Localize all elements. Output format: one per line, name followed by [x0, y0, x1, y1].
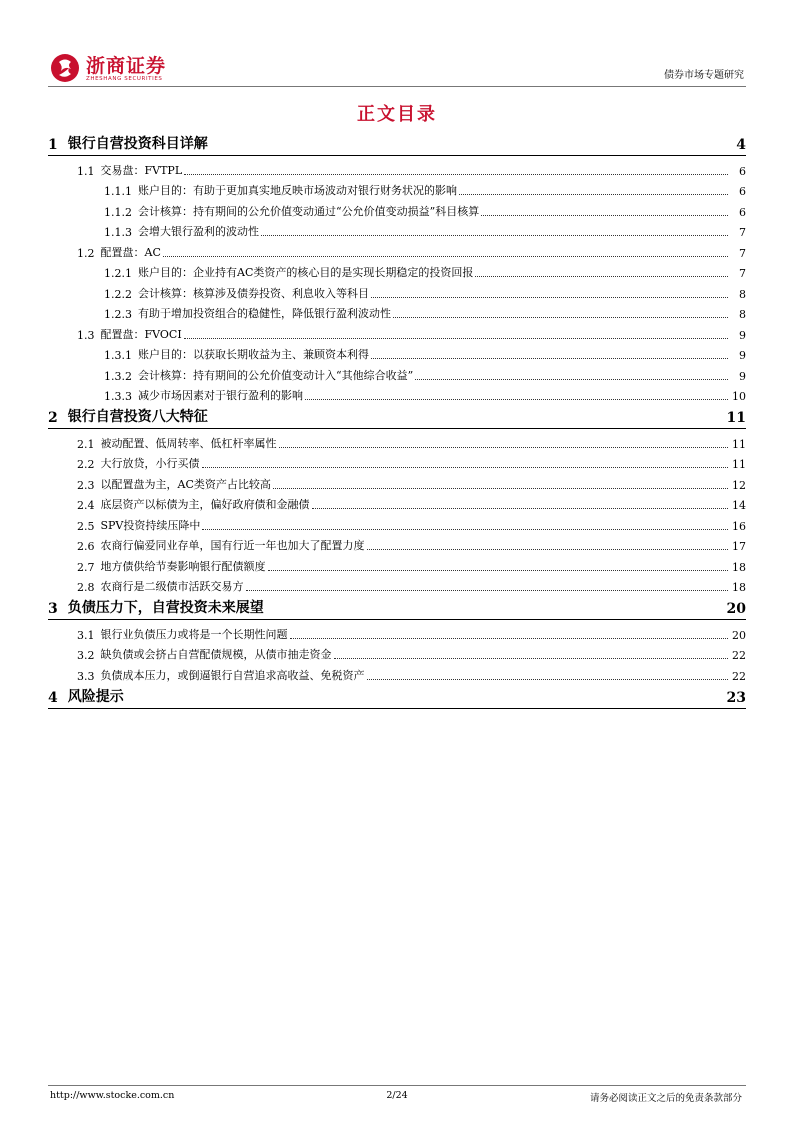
- toc-entry-number: 2.2: [77, 458, 95, 471]
- logo-chinese-name: 浙商证券: [86, 55, 167, 77]
- report-type-label: 债券市场专题研究: [664, 70, 744, 81]
- toc-dot-leader: [184, 338, 728, 339]
- toc-dot-leader: [273, 488, 728, 489]
- table-of-contents: [48, 130, 746, 710]
- toc-entry-level1[interactable]: [48, 683, 746, 709]
- header-divider: [48, 86, 746, 87]
- toc-dot-leader: [367, 549, 729, 550]
- toc-entry-page: 22: [732, 649, 746, 662]
- toc-entry-title[interactable]: 以配置盘为主，AC类资产占比较高: [100, 477, 271, 491]
- page-footer: [48, 1090, 746, 1104]
- toc-entry-page: 10: [732, 390, 746, 403]
- toc-entry-page: 11: [726, 410, 746, 426]
- toc-entry-number: 3.3: [77, 669, 95, 683]
- toc-entry-title[interactable]: 负债成本压力，或倒逼银行自营追求高收益、免税资产: [100, 668, 365, 682]
- toc-entry-number: 2.6: [77, 540, 95, 553]
- toc-entry-title[interactable]: 配置盘：AC: [100, 245, 161, 259]
- toc-entry-level2[interactable]: [48, 157, 746, 178]
- toc-entry-level2[interactable]: [48, 321, 746, 342]
- toc-entry-title[interactable]: 账户目的：以获取长期收益为主、兼顾资本利得: [138, 348, 369, 361]
- toc-entry-page: 7: [739, 226, 746, 239]
- toc-dot-leader: [202, 467, 729, 468]
- toc-entry-title[interactable]: 会增大银行盈利的波动性: [138, 225, 259, 238]
- toc-entry-number: 1.1.2: [104, 205, 132, 219]
- toc-entry-title[interactable]: 会计核算：持有期间的公允价值变动通过“公允价值变动损益”科目核算: [138, 204, 480, 218]
- toc-entry-page: 16: [732, 519, 746, 533]
- toc-entry-level3[interactable]: [48, 301, 746, 322]
- toc-entry-page: 11: [732, 437, 746, 451]
- page-number: 2/24: [386, 1090, 408, 1101]
- footer-divider: [48, 1085, 746, 1086]
- toc-entry-page: 20: [732, 628, 746, 642]
- toc-entry-title[interactable]: 会计核算：核算涉及债券投资、利息收入等科目: [138, 286, 369, 300]
- toc-entry-number: 1.2.2: [104, 287, 132, 301]
- toc-entry-level2[interactable]: [48, 512, 746, 533]
- toc-entry-level2[interactable]: [48, 662, 746, 683]
- toc-entry-title[interactable]: 地方债供给节奏影响银行配债额度: [100, 559, 266, 573]
- toc-entry-level3[interactable]: [48, 342, 746, 363]
- toc-entry-number: 1.1.1: [104, 185, 132, 198]
- toc-entry-number: 3: [48, 601, 58, 617]
- toc-dot-leader: [312, 508, 729, 509]
- toc-entry-level3[interactable]: [48, 280, 746, 301]
- toc-entry-level3[interactable]: [48, 383, 746, 404]
- toc-entry-title[interactable]: 银行自营投资科目详解: [67, 136, 208, 152]
- toc-entry-number: 2: [48, 410, 58, 426]
- toc-dot-leader: [268, 570, 729, 571]
- toc-dot-leader: [246, 590, 729, 591]
- toc-dot-leader: [475, 276, 728, 277]
- toc-entry-level2[interactable]: [48, 451, 746, 472]
- toc-entry-number: 3.1: [77, 628, 95, 642]
- toc-entry-level2[interactable]: [48, 533, 746, 554]
- toc-entry-title[interactable]: 有助于增加投资组合的稳健性，降低银行盈利波动性: [138, 307, 391, 320]
- toc-entry-level2[interactable]: [48, 239, 746, 260]
- toc-entry-title[interactable]: 减少市场因素对于银行盈利的影响: [138, 389, 303, 402]
- toc-entry-title[interactable]: 账户目的：企业持有AC类资产的核心目的是实现长期稳定的投资回报: [138, 266, 474, 279]
- toc-entry-title[interactable]: 风险提示: [67, 688, 124, 705]
- toc-dot-leader: [163, 256, 728, 257]
- toc-dot-leader: [415, 379, 728, 380]
- toc-entry-level2[interactable]: [48, 574, 746, 595]
- toc-entry-number: 2.7: [77, 560, 95, 574]
- website-link[interactable]: http://www.stocke.com.cn: [50, 1090, 175, 1101]
- toc-entry-title[interactable]: 缺负债或会挤占自营配债规模，从债市抽走资金: [100, 648, 332, 661]
- toc-entry-number: 1.2: [77, 246, 95, 260]
- toc-entry-number: 2.5: [77, 519, 95, 533]
- toc-entry-title[interactable]: 银行业负债压力或将是一个长期性问题: [100, 627, 288, 641]
- toc-entry-level3[interactable]: [48, 178, 746, 199]
- toc-dot-leader: [481, 215, 728, 216]
- toc-entry-level3[interactable]: [48, 198, 746, 219]
- toc-dot-leader: [261, 235, 728, 236]
- page-header: [48, 48, 746, 86]
- toc-entry-page: 17: [732, 540, 746, 553]
- toc-dot-leader: [459, 194, 728, 195]
- toc-entry-number: 1.2.3: [104, 308, 132, 321]
- toc-entry-level1[interactable]: [48, 594, 746, 620]
- toc-entry-level3[interactable]: [48, 260, 746, 281]
- logo-english-name: ZHESHANG SECURITIES: [86, 76, 163, 82]
- toc-entry-title[interactable]: 负债压力下，自营投资未来展望: [67, 600, 264, 616]
- toc-entry-page: 6: [739, 185, 746, 198]
- toc-entry-page: 23: [726, 689, 746, 706]
- toc-entry-number: 1.3.1: [104, 349, 132, 362]
- toc-entry-page: 20: [726, 601, 746, 617]
- toc-entry-level1[interactable]: [48, 403, 746, 429]
- toc-entry-level2[interactable]: [48, 492, 746, 513]
- toc-entry-number: 3.2: [77, 649, 95, 662]
- toc-entry-number: 1: [48, 137, 58, 153]
- toc-entry-title[interactable]: 被动配置、低周转率、低杠杆率属性: [100, 436, 277, 450]
- toc-entry-title[interactable]: 交易盘：FVTPL: [100, 163, 183, 177]
- company-logo: [48, 48, 188, 86]
- toc-dot-leader: [371, 297, 728, 298]
- toc-entry-number: 1.2.1: [104, 267, 132, 280]
- toc-entry-level2[interactable]: [48, 642, 746, 663]
- toc-entry-number: 1.1: [77, 164, 95, 178]
- toc-entry-page: 8: [739, 287, 746, 301]
- toc-entry-title[interactable]: 账户目的：有助于更加真实地反映市场波动对银行财务状况的影响: [138, 184, 457, 197]
- toc-entry-title[interactable]: 农商行偏爱同业存单，国有行近一年也加大了配置力度: [100, 539, 365, 552]
- toc-entry-page: 14: [732, 499, 746, 512]
- toc-entry-level3[interactable]: [48, 219, 746, 240]
- toc-dot-leader: [367, 679, 729, 680]
- toc-entry-level3[interactable]: [48, 362, 746, 383]
- toc-entry-page: 12: [732, 478, 746, 492]
- toc-entry-title[interactable]: 会计核算：持有期间的公允价值变动计入“其他综合收益”: [138, 368, 414, 382]
- toc-entry-number: 2.1: [77, 437, 95, 451]
- toc-entry-title[interactable]: 银行自营投资八大特征: [67, 409, 208, 425]
- toc-entry-page: 8: [739, 308, 746, 321]
- toc-entry-level2[interactable]: [48, 471, 746, 492]
- toc-entry-number: 1.3.3: [104, 390, 132, 403]
- toc-dot-leader: [184, 174, 728, 175]
- disclaimer-note: 请务必阅读正文之后的免责条款部分: [589, 1093, 742, 1104]
- toc-entry-level2[interactable]: [48, 621, 746, 642]
- toc-entry-title[interactable]: 大行放贷，小行买债: [100, 457, 200, 470]
- toc-entry-number: 2.3: [77, 478, 95, 492]
- toc-entry-level2[interactable]: [48, 430, 746, 451]
- toc-dot-leader: [279, 447, 729, 448]
- toc-entry-page: 6: [739, 164, 746, 178]
- toc-entry-title[interactable]: SPV投资持续压降中: [100, 518, 201, 532]
- toc-entry-number: 2.8: [77, 581, 95, 594]
- toc-entry-page: 18: [732, 581, 746, 594]
- toc-entry-page: 9: [739, 369, 746, 383]
- toc-entry-title[interactable]: 配置盘：FVOCI: [100, 327, 182, 341]
- toc-entry-level1[interactable]: [48, 130, 746, 156]
- toc-entry-level2[interactable]: [48, 553, 746, 574]
- toc-entry-page: 9: [739, 349, 746, 362]
- toc-entry-number: 1.3.2: [104, 369, 132, 383]
- toc-entry-number: 1.3: [77, 328, 95, 342]
- toc-heading: 正文目录: [357, 104, 437, 125]
- toc-dot-leader: [334, 658, 729, 659]
- toc-entry-number: 4: [48, 689, 58, 706]
- toc-entry-title[interactable]: 底层资产以标债为主，偏好政府债和金融债: [100, 498, 310, 511]
- toc-entry-page: 4: [736, 137, 746, 153]
- zheshang-logo-icon: [50, 53, 80, 83]
- toc-dot-leader: [290, 638, 729, 639]
- toc-dot-leader: [371, 358, 728, 359]
- toc-entry-page: 6: [739, 205, 746, 219]
- toc-entry-page: 7: [739, 246, 746, 260]
- toc-entry-page: 7: [739, 267, 746, 280]
- toc-entry-number: 1.1.3: [104, 226, 132, 239]
- toc-entry-page: 22: [732, 669, 746, 683]
- toc-dot-leader: [393, 317, 728, 318]
- toc-entry-page: 11: [732, 458, 746, 471]
- toc-entry-title[interactable]: 农商行是二级债市活跃交易方: [100, 580, 244, 593]
- toc-dot-leader: [305, 399, 728, 400]
- toc-entry-page: 9: [739, 328, 746, 342]
- toc-entry-number: 2.4: [77, 499, 95, 512]
- toc-entry-page: 18: [732, 560, 746, 574]
- toc-dot-leader: [202, 529, 728, 530]
